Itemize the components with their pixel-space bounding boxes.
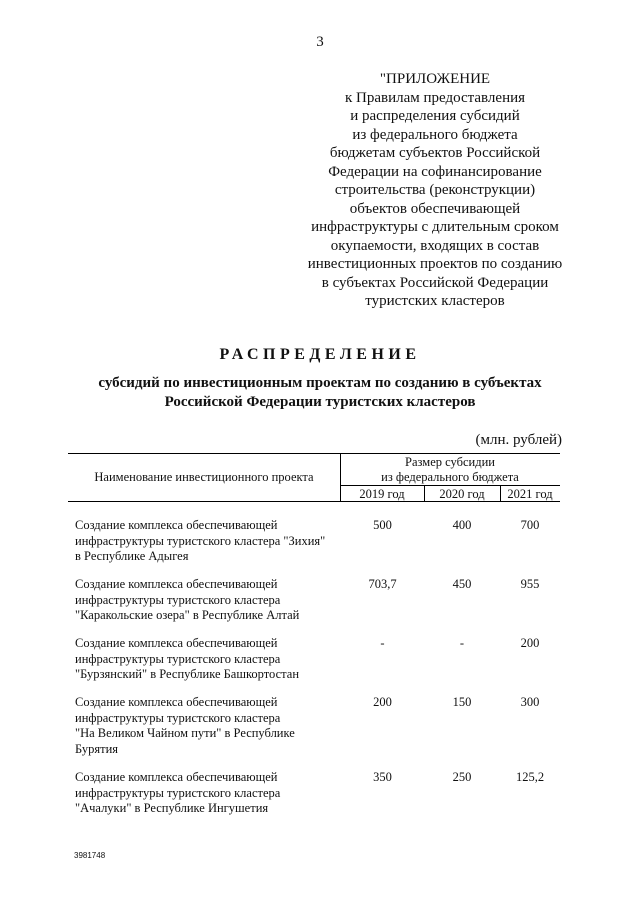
value-2021: 700 [520, 518, 540, 532]
value-2019: 200 [373, 695, 392, 709]
appendix-line: "ПРИЛОЖЕНИЕ [379, 71, 491, 87]
value-2019: 500 [373, 518, 392, 532]
appendix-line: объектов обеспечивающей [349, 200, 521, 217]
project-name-line: инфраструктуры туристского кластера [75, 785, 281, 800]
table-row [0, 770, 640, 830]
project-name [75, 770, 345, 817]
appendix-line: окупаемости, входящих в состав [330, 237, 540, 254]
subheading-line: субсидий по инвестиционным проектам по созданию в субъектах [98, 375, 542, 391]
project-name-line: инфраструктуры туристского кластера [75, 592, 281, 607]
project-name [75, 518, 345, 565]
units-label: (млн. рублей) [475, 432, 562, 448]
value-2021: 955 [520, 577, 540, 591]
project-name-line: Создание комплекса обеспечивающей [75, 636, 278, 650]
project-name-line: Создание комплекса обеспечивающей [75, 577, 278, 591]
appendix-line: инвестиционных проектов по созданию [307, 256, 563, 272]
project-name-line: "На Великом Чайном пути" в Республике [75, 726, 295, 740]
value-2021: 200 [520, 636, 540, 650]
appendix-line: из федерального бюджета [352, 126, 518, 143]
table-row [0, 695, 640, 755]
document-code: 3981748 [74, 851, 106, 860]
column-header-year: 2021 год [507, 487, 553, 501]
subheading-line: Российской Федерации туристских кластеров [164, 394, 476, 410]
table-row [0, 518, 640, 578]
table-row [0, 636, 640, 696]
value-2019: 350 [373, 770, 392, 784]
project-name-line: Создание комплекса обеспечивающей [75, 695, 278, 709]
appendix-line: инфраструктуры с длительным сроком [311, 219, 559, 235]
project-name-line: "Бурзянский" в Республике Башкортостан [75, 667, 300, 681]
project-name-line: инфраструктуры туристского кластера "Зихия" [75, 533, 326, 548]
column-header-year: 2019 год [359, 487, 405, 501]
table-top-rule [68, 453, 560, 454]
appendix-line: бюджетам субъектов Российской [329, 145, 541, 161]
value-2020: 400 [452, 518, 472, 532]
project-name [75, 577, 345, 624]
project-name-line: "Каракольские озера" в Республике Алтай [75, 608, 300, 622]
project-name-line: "Ачалуки" в Республике Ингушетия [75, 801, 269, 815]
value-2020: 250 [452, 770, 472, 784]
appendix-block [290, 70, 580, 311]
project-name-line: в Республике Адыгея [75, 549, 189, 563]
appendix-line: строительства (реконструкции) [334, 182, 536, 198]
value-2019: 703,7 [368, 577, 397, 591]
project-name-line: Создание комплекса обеспечивающей [75, 770, 278, 784]
project-name-line: Бурятия [75, 741, 119, 756]
appendix-line: к Правилам предоставления [344, 89, 526, 106]
project-name-line: инфраструктуры туристского кластера [75, 651, 281, 666]
appendix-line: Федерации на софинансирование [328, 163, 542, 180]
value-2020: 450 [452, 577, 472, 591]
project-name-line: Создание комплекса обеспечивающей [75, 518, 278, 532]
document-subheading [0, 374, 640, 412]
value-2020: 150 [452, 695, 472, 709]
document-heading: РАСПРЕДЕЛЕНИЕ [219, 346, 421, 363]
project-name [75, 636, 345, 683]
column-header-year: 2020 год [439, 487, 485, 501]
appendix-line: в субъектах Российской Федерации [321, 274, 549, 291]
column-group-header [340, 455, 560, 485]
table-row [0, 577, 640, 637]
value-2019: - [380, 636, 385, 650]
value-2021: 300 [520, 695, 540, 709]
appendix-line: туристских кластеров [365, 293, 505, 309]
group-header-line: Размер субсидии [405, 455, 495, 469]
group-header-rule [340, 485, 560, 486]
group-header-line: из федерального бюджета [381, 470, 519, 484]
project-name [75, 695, 345, 757]
appendix-line: и распределения субсидий [350, 108, 520, 124]
value-2021: 125,2 [515, 770, 545, 784]
page-number: 3 [316, 34, 324, 50]
value-2020: - [459, 636, 465, 650]
project-name-line: инфраструктуры туристского кластера [75, 710, 281, 725]
column-header-name: Наименование инвестиционного проекта [94, 470, 314, 484]
